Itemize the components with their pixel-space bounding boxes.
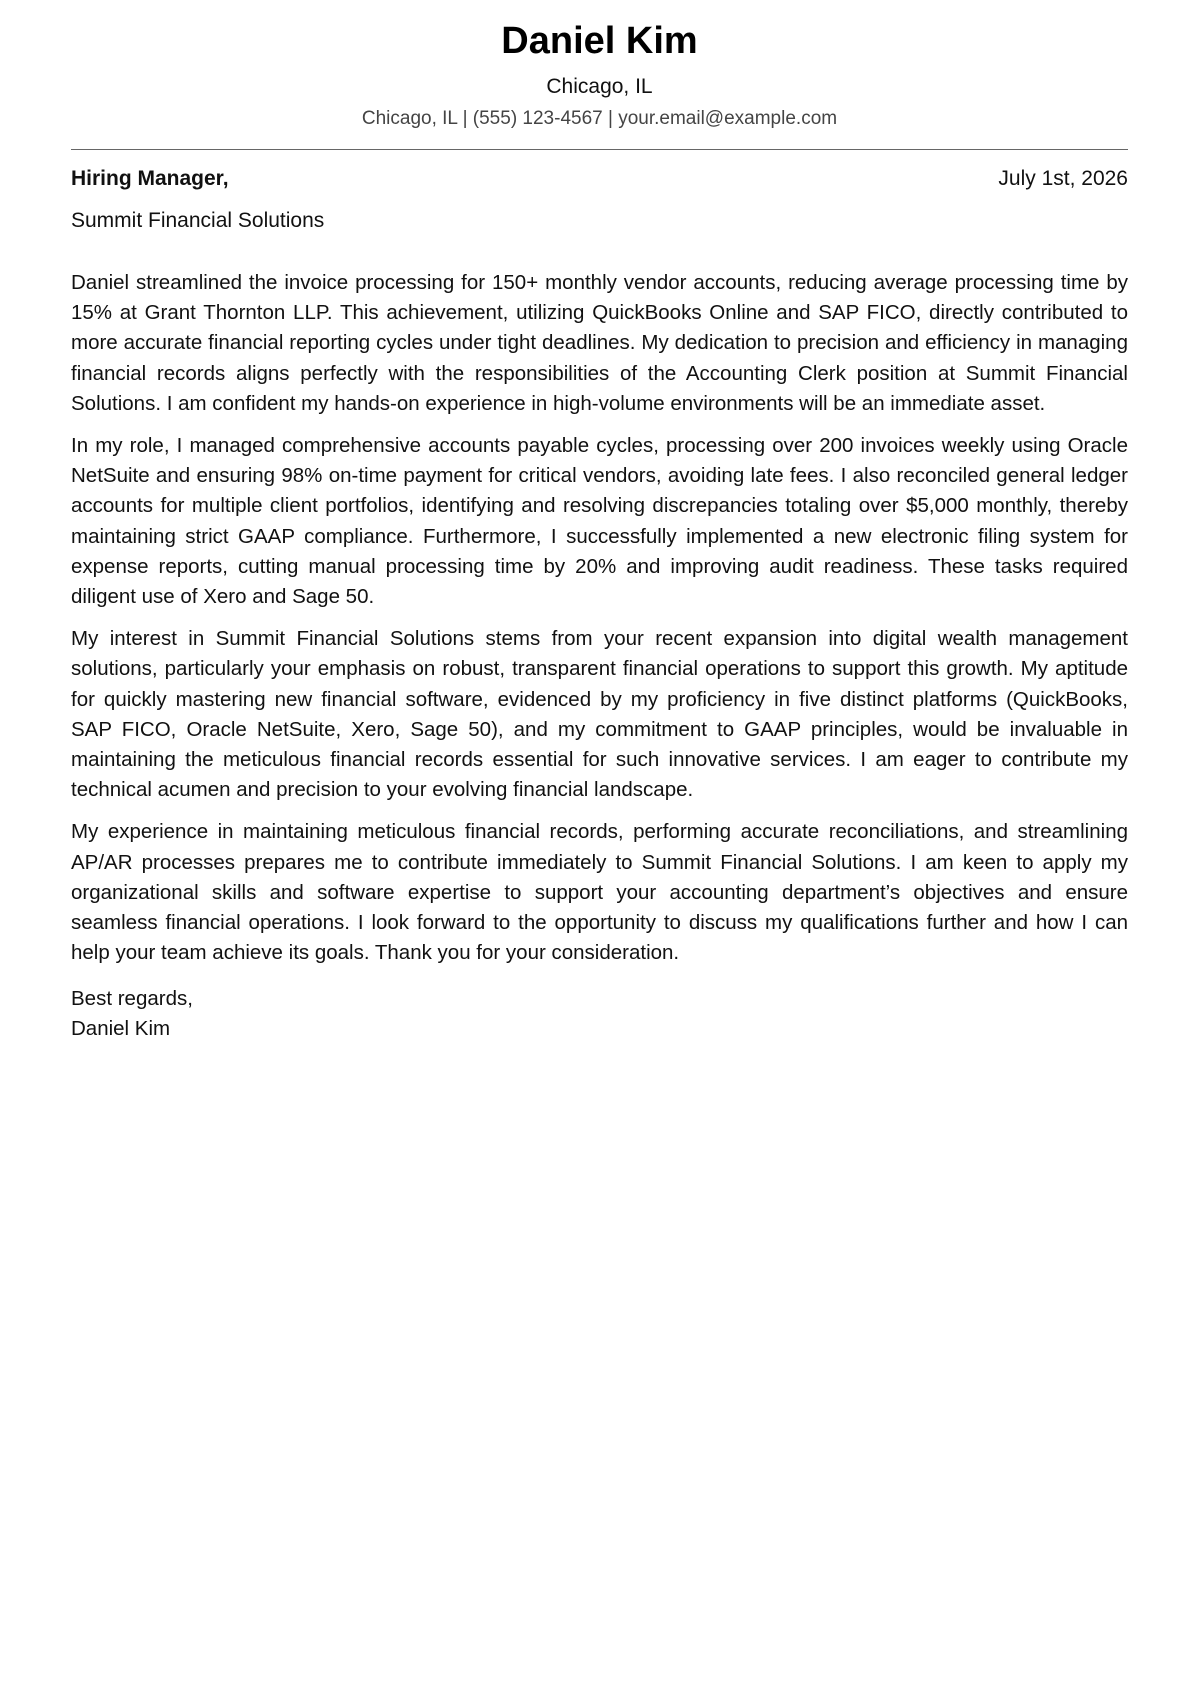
body-paragraph: My interest in Summit Financial Solutions stems from your recent expansion into digital wealth management solutions, particularly your emphasis on robust, transparent financial operations to support this growth. My aptitude for quickly mastering new financial software, evidenced by my proficiency in five distinct platforms (QuickBooks, SAP FICO, Oracle NetSuite, Xero, Sage 50), and my commitment to GAAP principles, would be invaluable in maintaining the meticulous financial records essential for such innovative services. I am eager to contribute my technical acumen and precision to your evolving financial landscape. [71, 627, 1128, 802]
applicant-contact: Chicago, IL | (555) 123-4567 | your.email@example.com [361, 108, 838, 129]
letter-closing [71, 984, 1128, 1044]
header-divider [71, 149, 1128, 150]
closing-phrase: Best regards, [71, 987, 193, 1011]
company-name: Summit Financial Solutions [71, 209, 325, 232]
letter-body [71, 268, 1128, 968]
letter-date: July 1st, 2026 [998, 167, 1128, 190]
body-paragraph: In my role, I managed comprehensive accounts payable cycles, processing over 200 invoices weekly using Oracle NetSuite and ensuring 98% on-time payment for critical vendors, avoiding late fees. I also reconciled general ledger accounts for multiple client portfolios, identifying and resolving discrepancies totaling over $5,000 monthly, thereby maintaining strict GAAP compliance. Furthermore, I successfully implemented a new electronic filing system for expense reports, cutting manual processing time by 20% and improving audit readiness. These tasks required diligent use of Xero and Sage 50. [71, 434, 1128, 609]
applicant-name: Daniel Kim [501, 20, 698, 62]
recipient: Hiring Manager, [71, 167, 229, 190]
letter-header [71, 18, 1128, 131]
body-paragraph: My experience in maintaining meticulous financial records, performing accurate reconciliations, and streamlining AP/AR processes prepares me to contribute immediately to Summit Financial Solutions. I am keen to apply my organizational skills and software expertise to support your accounting department’s objectives and ensure seamless financial operations. I look forward to the opportunity to discuss my qualifications further and how I can help your team achieve its goals. Thank you for your consideration. [71, 820, 1128, 965]
signature-name: Daniel Kim [71, 1017, 171, 1041]
recipient-date-row [71, 166, 1128, 192]
applicant-location: Chicago, IL [546, 75, 653, 98]
body-paragraph: Daniel streamlined the invoice processing for 150+ monthly vendor accounts, reducing average processing time by 15% at Grant Thornton LLP. This achievement, utilizing QuickBooks Online and SAP FICO, directly contributed to more accurate financial reporting cycles under tight deadlines. My dedication to precision and efficiency in managing financial records aligns perfectly with the responsibilities of the Accounting Clerk position at Summit Financial Solutions. I am confident my hands-on experience in high-volume environments will be an immediate asset. [71, 271, 1128, 415]
